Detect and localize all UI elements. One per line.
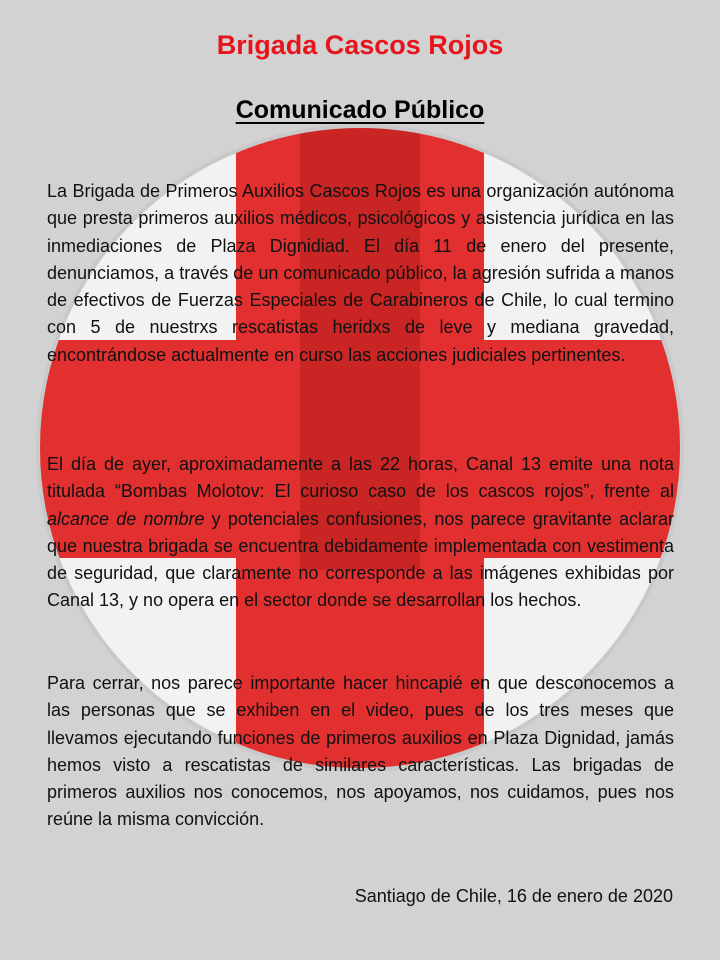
organization-title: Brigada Cascos Rojos (216, 30, 504, 60)
document-title (0, 96, 720, 125)
paragraph-2-part-1: El día de ayer, aproximadamente a las 22 horas, Canal 13 emite una nota titulada “Bombas Molotov: El curioso caso de los cascos rojos”, frente al (47, 454, 674, 502)
paragraph-3: Para cerrar, nos parece importante hacer hincapié en que desconocemos a las personas que se exhiben en el video, pues de los tres meses que llevamos ejecutando funciones de primeros auxilios en Plaza Dignidad, jamás hemos visto a rescatistas de similares características. Las brigadas de primeros auxilios nos conocemos, nos apoyamos, nos cuidamos, pues nos reúne la misma convicción. (47, 673, 674, 830)
document-title-text: Comunicado Público (235, 96, 485, 124)
paragraph-1: La Brigada de Primeros Auxilios Cascos Rojos es una organización autónoma que presta primeros auxilios médicos, psicológicos y asistencia jurídica en las inmediaciones de Plaza Dignidiad. El día 11 de enero del presente, denunciamos, a través de un comunicado público, la agresión sufrida a manos de efectivos de Fuerzas Especiales de Carabineros de Chile, lo cual termino con 5 de nuestrxs rescatistas heridxs de leve y mediana gravedad, encontrándose actualmente en curso las acciones judiciales pertinentes. (47, 181, 674, 365)
place-date: Santiago de Chile, 16 de enero de 2020 (354, 886, 673, 906)
paragraph-2-part-2: y potenciales confusiones, nos parece gravitante aclarar que nuestra brigada se encuentra debidamente implementada con vestimenta de seguridad, que claramente no corresponde a las imágenes exhibidas por Canal 13, y no opera en el sector donde se desarrollan los hechos. (47, 508, 674, 611)
paragraph-2-italic: alcance de nombre (47, 508, 205, 529)
paragraph-2 (47, 451, 674, 615)
